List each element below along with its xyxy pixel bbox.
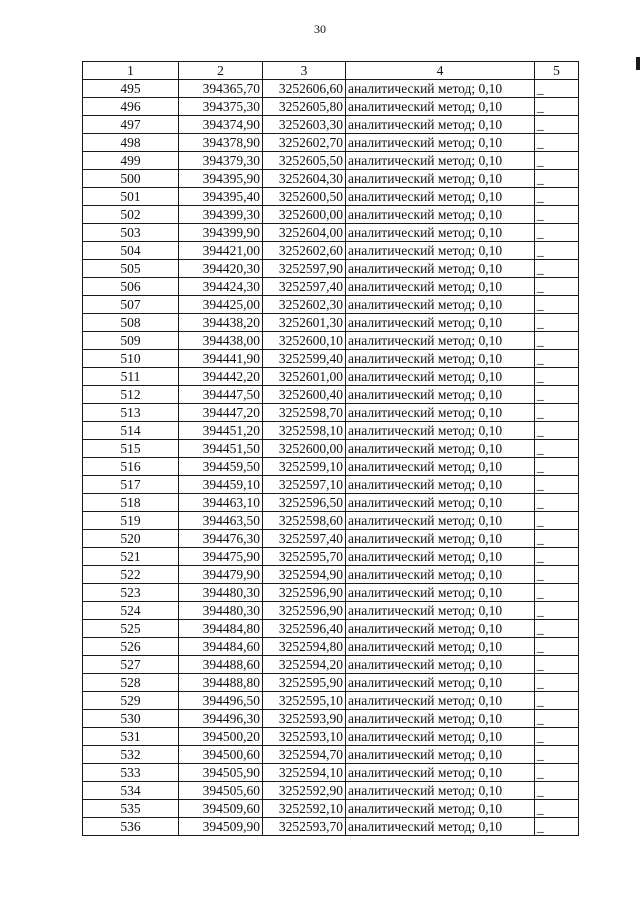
cell-x-coordinate: 394500,60 — [179, 746, 263, 764]
cell-y-coordinate: 3252597,40 — [263, 278, 346, 296]
cell-method-accuracy: аналитический метод; 0,10 — [346, 386, 535, 404]
cell-x-coordinate: 394438,20 — [179, 314, 263, 332]
table-row — [83, 458, 579, 476]
table-row — [83, 80, 579, 98]
cell-x-coordinate: 394395,40 — [179, 188, 263, 206]
cell-y-coordinate: 3252597,90 — [263, 260, 346, 278]
cell-y-coordinate: 3252600,00 — [263, 440, 346, 458]
cell-point-number: 533 — [83, 764, 179, 782]
cell-method-accuracy: аналитический метод; 0,10 — [346, 206, 535, 224]
cell-point-number: 525 — [83, 620, 179, 638]
table-row — [83, 512, 579, 530]
cell-point-number: 504 — [83, 242, 179, 260]
table-row — [83, 566, 579, 584]
cell-y-coordinate: 3252599,40 — [263, 350, 346, 368]
cell-note: _ — [535, 584, 579, 602]
cell-y-coordinate: 3252594,80 — [263, 638, 346, 656]
table-row — [83, 260, 579, 278]
cell-point-number: 513 — [83, 404, 179, 422]
table-row — [83, 710, 579, 728]
table-row — [83, 620, 579, 638]
table-body — [83, 80, 579, 836]
cell-x-coordinate: 394488,80 — [179, 674, 263, 692]
cell-x-coordinate: 394395,90 — [179, 170, 263, 188]
cell-x-coordinate: 394379,30 — [179, 152, 263, 170]
cell-x-coordinate: 394438,00 — [179, 332, 263, 350]
cell-method-accuracy: аналитический метод; 0,10 — [346, 260, 535, 278]
cell-y-coordinate: 3252600,00 — [263, 206, 346, 224]
cell-x-coordinate: 394505,60 — [179, 782, 263, 800]
cell-x-coordinate: 394484,80 — [179, 620, 263, 638]
cell-y-coordinate: 3252600,10 — [263, 332, 346, 350]
cell-note: _ — [535, 170, 579, 188]
cell-method-accuracy: аналитический метод; 0,10 — [346, 602, 535, 620]
cell-point-number: 534 — [83, 782, 179, 800]
cell-y-coordinate: 3252604,30 — [263, 170, 346, 188]
cell-method-accuracy: аналитический метод; 0,10 — [346, 134, 535, 152]
cell-y-coordinate: 3252592,90 — [263, 782, 346, 800]
header-row — [83, 62, 579, 80]
cell-y-coordinate: 3252605,80 — [263, 98, 346, 116]
cell-x-coordinate: 394496,30 — [179, 710, 263, 728]
cell-x-coordinate: 394459,50 — [179, 458, 263, 476]
cell-note: _ — [535, 782, 579, 800]
cell-y-coordinate: 3252593,70 — [263, 818, 346, 836]
cell-note: _ — [535, 350, 579, 368]
cell-x-coordinate: 394421,00 — [179, 242, 263, 260]
cell-y-coordinate: 3252597,10 — [263, 476, 346, 494]
cell-point-number: 527 — [83, 656, 179, 674]
cell-method-accuracy: аналитический метод; 0,10 — [346, 278, 535, 296]
cell-y-coordinate: 3252600,50 — [263, 188, 346, 206]
cell-note: _ — [535, 296, 579, 314]
table-row — [83, 818, 579, 836]
cell-x-coordinate: 394442,20 — [179, 368, 263, 386]
cell-point-number: 530 — [83, 710, 179, 728]
cell-x-coordinate: 394463,50 — [179, 512, 263, 530]
cell-x-coordinate: 394480,30 — [179, 584, 263, 602]
cell-note: _ — [535, 674, 579, 692]
cell-x-coordinate: 394459,10 — [179, 476, 263, 494]
cell-note: _ — [535, 206, 579, 224]
cell-note: _ — [535, 746, 579, 764]
cell-method-accuracy: аналитический метод; 0,10 — [346, 674, 535, 692]
cell-method-accuracy: аналитический метод; 0,10 — [346, 350, 535, 368]
cell-y-coordinate: 3252596,90 — [263, 602, 346, 620]
cell-y-coordinate: 3252606,60 — [263, 80, 346, 98]
cell-y-coordinate: 3252595,90 — [263, 674, 346, 692]
cell-x-coordinate: 394475,90 — [179, 548, 263, 566]
cell-note: _ — [535, 800, 579, 818]
coordinates-table — [82, 61, 579, 836]
cell-note: _ — [535, 152, 579, 170]
cell-note: _ — [535, 656, 579, 674]
cell-x-coordinate: 394479,90 — [179, 566, 263, 584]
cell-point-number: 524 — [83, 602, 179, 620]
cell-y-coordinate: 3252598,70 — [263, 404, 346, 422]
cell-note: _ — [535, 494, 579, 512]
cell-note: _ — [535, 728, 579, 746]
cell-point-number: 510 — [83, 350, 179, 368]
table-row — [83, 188, 579, 206]
cell-method-accuracy: аналитический метод; 0,10 — [346, 494, 535, 512]
cell-point-number: 521 — [83, 548, 179, 566]
cell-note: _ — [535, 278, 579, 296]
cell-method-accuracy: аналитический метод; 0,10 — [346, 98, 535, 116]
cell-note: _ — [535, 242, 579, 260]
cell-y-coordinate: 3252593,10 — [263, 728, 346, 746]
table-row — [83, 728, 579, 746]
cell-point-number: 498 — [83, 134, 179, 152]
cell-y-coordinate: 3252594,10 — [263, 764, 346, 782]
cell-note: _ — [535, 368, 579, 386]
cell-y-coordinate: 3252596,50 — [263, 494, 346, 512]
cell-note: _ — [535, 566, 579, 584]
cell-method-accuracy: аналитический метод; 0,10 — [346, 458, 535, 476]
table-row — [83, 782, 579, 800]
header-col-2: 2 — [179, 62, 263, 80]
cell-point-number: 503 — [83, 224, 179, 242]
table-row — [83, 206, 579, 224]
cell-x-coordinate: 394447,50 — [179, 386, 263, 404]
cell-x-coordinate: 394484,60 — [179, 638, 263, 656]
cell-y-coordinate: 3252596,40 — [263, 620, 346, 638]
cell-method-accuracy: аналитический метод; 0,10 — [346, 314, 535, 332]
cell-x-coordinate: 394378,90 — [179, 134, 263, 152]
cell-y-coordinate: 3252602,70 — [263, 134, 346, 152]
cell-x-coordinate: 394441,90 — [179, 350, 263, 368]
cell-y-coordinate: 3252597,40 — [263, 530, 346, 548]
table-row — [83, 404, 579, 422]
table-row — [83, 674, 579, 692]
cell-method-accuracy: аналитический метод; 0,10 — [346, 512, 535, 530]
cell-method-accuracy: аналитический метод; 0,10 — [346, 80, 535, 98]
cell-note: _ — [535, 548, 579, 566]
cell-note: _ — [535, 620, 579, 638]
cell-point-number: 519 — [83, 512, 179, 530]
cell-x-coordinate: 394424,30 — [179, 278, 263, 296]
cell-note: _ — [535, 692, 579, 710]
cell-x-coordinate: 394399,30 — [179, 206, 263, 224]
cell-x-coordinate: 394463,10 — [179, 494, 263, 512]
cell-y-coordinate: 3252605,50 — [263, 152, 346, 170]
cell-x-coordinate: 394399,90 — [179, 224, 263, 242]
cell-method-accuracy: аналитический метод; 0,10 — [346, 800, 535, 818]
cell-x-coordinate: 394447,20 — [179, 404, 263, 422]
cell-method-accuracy: аналитический метод; 0,10 — [346, 242, 535, 260]
cell-y-coordinate: 3252602,60 — [263, 242, 346, 260]
cell-method-accuracy: аналитический метод; 0,10 — [346, 224, 535, 242]
cell-note: _ — [535, 440, 579, 458]
table-row — [83, 134, 579, 152]
table-row — [83, 242, 579, 260]
cell-y-coordinate: 3252596,90 — [263, 584, 346, 602]
cell-method-accuracy: аналитический метод; 0,10 — [346, 188, 535, 206]
page-edge-mark — [636, 57, 640, 70]
cell-method-accuracy: аналитический метод; 0,10 — [346, 404, 535, 422]
cell-method-accuracy: аналитический метод; 0,10 — [346, 746, 535, 764]
cell-y-coordinate: 3252599,10 — [263, 458, 346, 476]
table-row — [83, 656, 579, 674]
table-row — [83, 350, 579, 368]
cell-y-coordinate: 3252598,60 — [263, 512, 346, 530]
cell-x-coordinate: 394480,30 — [179, 602, 263, 620]
table-row — [83, 638, 579, 656]
table-row — [83, 314, 579, 332]
table-row — [83, 152, 579, 170]
cell-point-number: 496 — [83, 98, 179, 116]
cell-y-coordinate: 3252601,30 — [263, 314, 346, 332]
cell-method-accuracy: аналитический метод; 0,10 — [346, 368, 535, 386]
cell-note: _ — [535, 764, 579, 782]
cell-method-accuracy: аналитический метод; 0,10 — [346, 728, 535, 746]
cell-point-number: 520 — [83, 530, 179, 548]
table-row — [83, 800, 579, 818]
table-row — [83, 332, 579, 350]
cell-note: _ — [535, 638, 579, 656]
cell-note: _ — [535, 386, 579, 404]
cell-point-number: 499 — [83, 152, 179, 170]
cell-point-number: 528 — [83, 674, 179, 692]
cell-note: _ — [535, 116, 579, 134]
cell-point-number: 508 — [83, 314, 179, 332]
cell-method-accuracy: аналитический метод; 0,10 — [346, 296, 535, 314]
cell-point-number: 535 — [83, 800, 179, 818]
cell-note: _ — [535, 530, 579, 548]
cell-x-coordinate: 394365,70 — [179, 80, 263, 98]
cell-note: _ — [535, 260, 579, 278]
cell-point-number: 526 — [83, 638, 179, 656]
cell-note: _ — [535, 818, 579, 836]
cell-note: _ — [535, 134, 579, 152]
cell-note: _ — [535, 188, 579, 206]
cell-method-accuracy: аналитический метод; 0,10 — [346, 332, 535, 350]
cell-point-number: 502 — [83, 206, 179, 224]
cell-y-coordinate: 3252601,00 — [263, 368, 346, 386]
cell-note: _ — [535, 98, 579, 116]
table-header — [83, 62, 579, 80]
cell-method-accuracy: аналитический метод; 0,10 — [346, 530, 535, 548]
cell-x-coordinate: 394420,30 — [179, 260, 263, 278]
table-row — [83, 584, 579, 602]
table-row — [83, 368, 579, 386]
table-row — [83, 440, 579, 458]
cell-method-accuracy: аналитический метод; 0,10 — [346, 584, 535, 602]
cell-method-accuracy: аналитический метод; 0,10 — [346, 818, 535, 836]
cell-y-coordinate: 3252595,70 — [263, 548, 346, 566]
cell-point-number: 523 — [83, 584, 179, 602]
table-row — [83, 224, 579, 242]
cell-point-number: 522 — [83, 566, 179, 584]
cell-x-coordinate: 394375,30 — [179, 98, 263, 116]
cell-method-accuracy: аналитический метод; 0,10 — [346, 764, 535, 782]
cell-note: _ — [535, 404, 579, 422]
cell-x-coordinate: 394509,90 — [179, 818, 263, 836]
cell-point-number: 506 — [83, 278, 179, 296]
cell-note: _ — [535, 512, 579, 530]
table-row — [83, 296, 579, 314]
cell-y-coordinate: 3252604,00 — [263, 224, 346, 242]
cell-method-accuracy: аналитический метод; 0,10 — [346, 422, 535, 440]
cell-point-number: 501 — [83, 188, 179, 206]
cell-note: _ — [535, 224, 579, 242]
cell-point-number: 536 — [83, 818, 179, 836]
cell-method-accuracy: аналитический метод; 0,10 — [346, 710, 535, 728]
cell-method-accuracy: аналитический метод; 0,10 — [346, 152, 535, 170]
cell-point-number: 511 — [83, 368, 179, 386]
cell-x-coordinate: 394374,90 — [179, 116, 263, 134]
cell-y-coordinate: 3252602,30 — [263, 296, 346, 314]
cell-note: _ — [535, 602, 579, 620]
table-row — [83, 548, 579, 566]
table-row — [83, 494, 579, 512]
cell-x-coordinate: 394476,30 — [179, 530, 263, 548]
cell-note: _ — [535, 710, 579, 728]
cell-x-coordinate: 394505,90 — [179, 764, 263, 782]
cell-point-number: 507 — [83, 296, 179, 314]
cell-method-accuracy: аналитический метод; 0,10 — [346, 548, 535, 566]
cell-point-number: 509 — [83, 332, 179, 350]
cell-method-accuracy: аналитический метод; 0,10 — [346, 116, 535, 134]
cell-point-number: 515 — [83, 440, 179, 458]
cell-x-coordinate: 394451,50 — [179, 440, 263, 458]
header-col-3: 3 — [263, 62, 346, 80]
header-col-4: 4 — [346, 62, 535, 80]
table-row — [83, 764, 579, 782]
table-row — [83, 170, 579, 188]
table-row — [83, 746, 579, 764]
cell-y-coordinate: 3252593,90 — [263, 710, 346, 728]
cell-point-number: 495 — [83, 80, 179, 98]
cell-point-number: 516 — [83, 458, 179, 476]
cell-point-number: 500 — [83, 170, 179, 188]
cell-note: _ — [535, 332, 579, 350]
cell-note: _ — [535, 422, 579, 440]
table-row — [83, 98, 579, 116]
table-row — [83, 692, 579, 710]
cell-point-number: 517 — [83, 476, 179, 494]
cell-point-number: 529 — [83, 692, 179, 710]
cell-method-accuracy: аналитический метод; 0,10 — [346, 566, 535, 584]
cell-note: _ — [535, 80, 579, 98]
cell-method-accuracy: аналитический метод; 0,10 — [346, 620, 535, 638]
cell-method-accuracy: аналитический метод; 0,10 — [346, 440, 535, 458]
cell-point-number: 531 — [83, 728, 179, 746]
table-row — [83, 476, 579, 494]
cell-y-coordinate: 3252603,30 — [263, 116, 346, 134]
cell-point-number: 512 — [83, 386, 179, 404]
cell-point-number: 505 — [83, 260, 179, 278]
table-row — [83, 116, 579, 134]
cell-y-coordinate: 3252594,90 — [263, 566, 346, 584]
table-row — [83, 278, 579, 296]
cell-x-coordinate: 394488,60 — [179, 656, 263, 674]
cell-method-accuracy: аналитический метод; 0,10 — [346, 638, 535, 656]
cell-note: _ — [535, 476, 579, 494]
cell-method-accuracy: аналитический метод; 0,10 — [346, 170, 535, 188]
cell-x-coordinate: 394496,50 — [179, 692, 263, 710]
cell-point-number: 497 — [83, 116, 179, 134]
cell-x-coordinate: 394451,20 — [179, 422, 263, 440]
cell-method-accuracy: аналитический метод; 0,10 — [346, 782, 535, 800]
cell-point-number: 532 — [83, 746, 179, 764]
table-row — [83, 386, 579, 404]
cell-method-accuracy: аналитический метод; 0,10 — [346, 692, 535, 710]
cell-method-accuracy: аналитический метод; 0,10 — [346, 656, 535, 674]
cell-x-coordinate: 394509,60 — [179, 800, 263, 818]
header-col-1: 1 — [83, 62, 179, 80]
cell-y-coordinate: 3252594,70 — [263, 746, 346, 764]
cell-y-coordinate: 3252600,40 — [263, 386, 346, 404]
table-row — [83, 422, 579, 440]
cell-y-coordinate: 3252598,10 — [263, 422, 346, 440]
page-number: 30 — [314, 22, 326, 36]
table-row — [83, 530, 579, 548]
cell-note: _ — [535, 314, 579, 332]
cell-point-number: 514 — [83, 422, 179, 440]
cell-y-coordinate: 3252592,10 — [263, 800, 346, 818]
cell-y-coordinate: 3252595,10 — [263, 692, 346, 710]
cell-method-accuracy: аналитический метод; 0,10 — [346, 476, 535, 494]
cell-note: _ — [535, 458, 579, 476]
header-col-5: 5 — [535, 62, 579, 80]
cell-y-coordinate: 3252594,20 — [263, 656, 346, 674]
cell-x-coordinate: 394425,00 — [179, 296, 263, 314]
cell-x-coordinate: 394500,20 — [179, 728, 263, 746]
cell-point-number: 518 — [83, 494, 179, 512]
table-row — [83, 602, 579, 620]
